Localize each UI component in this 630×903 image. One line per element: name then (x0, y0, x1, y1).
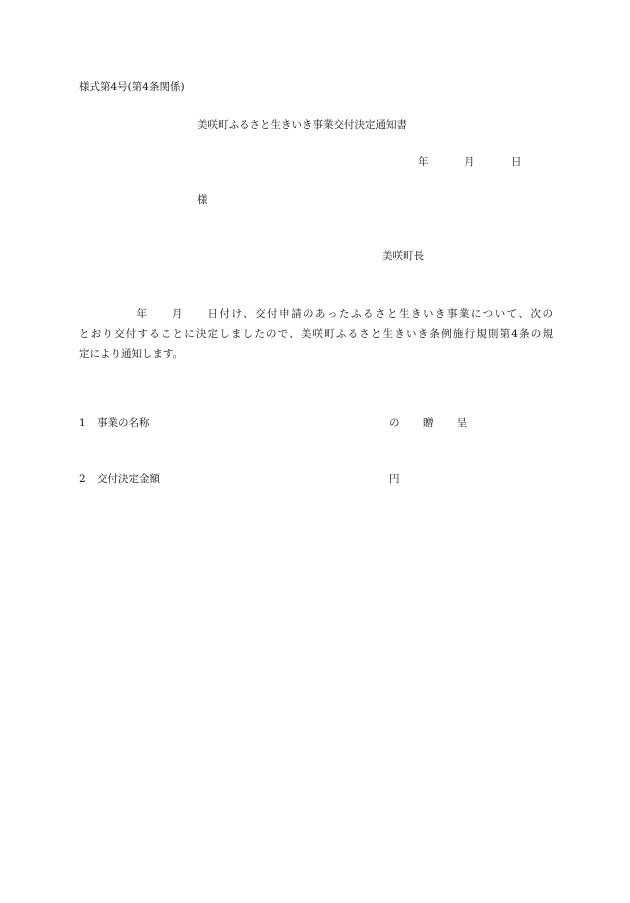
notice-body (79, 304, 553, 364)
item-number: 2 (79, 473, 86, 485)
form-number: 様式第4号(第4条関係) (79, 81, 185, 93)
body-line-3: 定により通知します。 (79, 348, 184, 360)
body-month-label: 月 (170, 308, 184, 320)
item-number: 1 (79, 417, 86, 429)
document-title: 美咲町ふるさと生きいき事業交付決定通知書 (197, 119, 407, 131)
date-month-label: 月 (464, 156, 475, 168)
item-label: 事業の名称 (97, 417, 150, 429)
date-year-label: 年 (418, 156, 429, 168)
body-line-1-text: 日付け、交付申請のあったふるさと生きいき事業について、次の (206, 308, 553, 320)
date-day-label: 日 (511, 156, 522, 168)
item-grant-amount-unit: 円 (389, 473, 400, 485)
body-line-2: とおり交付することに決定しましたので、美咲町ふるさと生きいき条例施行規則第4条の規 (79, 328, 553, 340)
body-year-label: 年 (135, 308, 149, 320)
item-project-name-suffix: の 贈 呈 (389, 417, 478, 429)
item-label: 交付決定金額 (97, 473, 160, 485)
item-grant-amount (79, 474, 160, 485)
item-project-name (79, 418, 150, 429)
issuer-name: 美咲町長 (382, 250, 424, 262)
addressee-suffix: 様 (197, 194, 208, 206)
body-line-1 (79, 304, 553, 324)
